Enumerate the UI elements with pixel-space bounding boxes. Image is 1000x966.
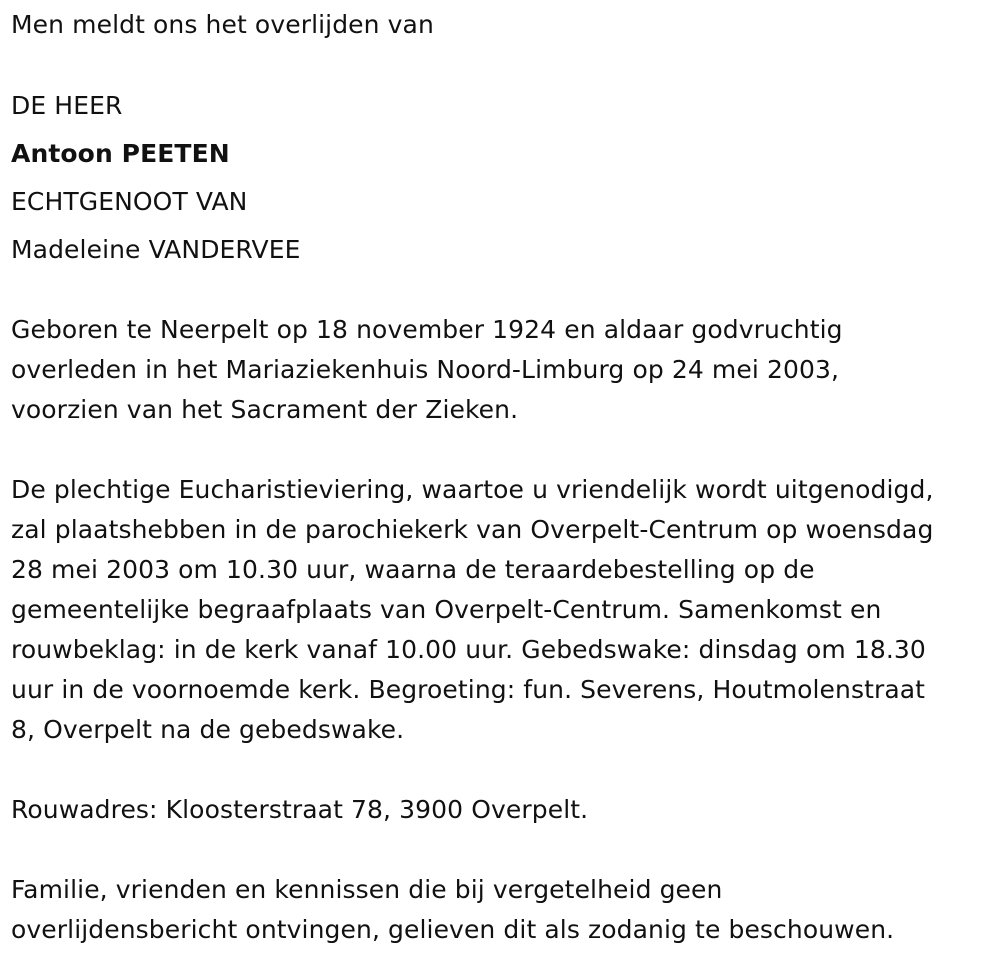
ceremony-line-6: uur in de voornoemde kerk. Begroeting: fun. Severens, Houtmolenstraat: [11, 675, 926, 704]
closing-line-2: overlijdensbericht ontvingen, gelieven dit als zodanig te beschouwen.: [11, 915, 895, 944]
birth-line-3: voorzien van het Sacrament der Zieken.: [11, 395, 519, 424]
mourning-address: Rouwadres: Kloosterstraat 78, 3900 Overpelt.: [11, 795, 589, 824]
ceremony-line-7: 8, Overpelt na de gebedswake.: [11, 715, 405, 744]
deceased-name: Antoon PEETEN: [11, 139, 230, 168]
ceremony-line-5: rouwbeklag: in de kerk vanaf 10.00 uur. Gebedswake: dinsdag om 18.30: [11, 635, 926, 664]
ceremony-line-4: gemeentelijke begraafplaats van Overpelt-Centrum. Samenkomst en: [11, 595, 882, 624]
closing-line-1: Familie, vrienden en kennissen die bij vergetelheid geen: [11, 875, 723, 904]
ceremony-line-3: 28 mei 2003 om 10.30 uur, waarna de teraardebestelling op de: [11, 555, 815, 584]
ceremony-line-2: zal plaatshebben in de parochiekerk van Overpelt-Centrum op woensdag: [11, 515, 934, 544]
birth-line-1: Geboren te Neerpelt op 18 november 1924 en aldaar godvruchtig: [11, 315, 843, 344]
birth-line-2: overleden in het Mariaziekenhuis Noord-Limburg op 24 mei 2003,: [11, 355, 840, 384]
ceremony-line-1: De plechtige Eucharistieviering, waartoe u vriendelijk wordt uitgenodigd,: [11, 475, 934, 504]
spouse-name: Madeleine VANDERVEE: [11, 235, 301, 264]
title-prefix: DE HEER: [11, 91, 123, 120]
intro-text: Men meldt ons het overlijden van: [11, 10, 434, 39]
relation-label: ECHTGENOOT VAN: [11, 187, 248, 216]
